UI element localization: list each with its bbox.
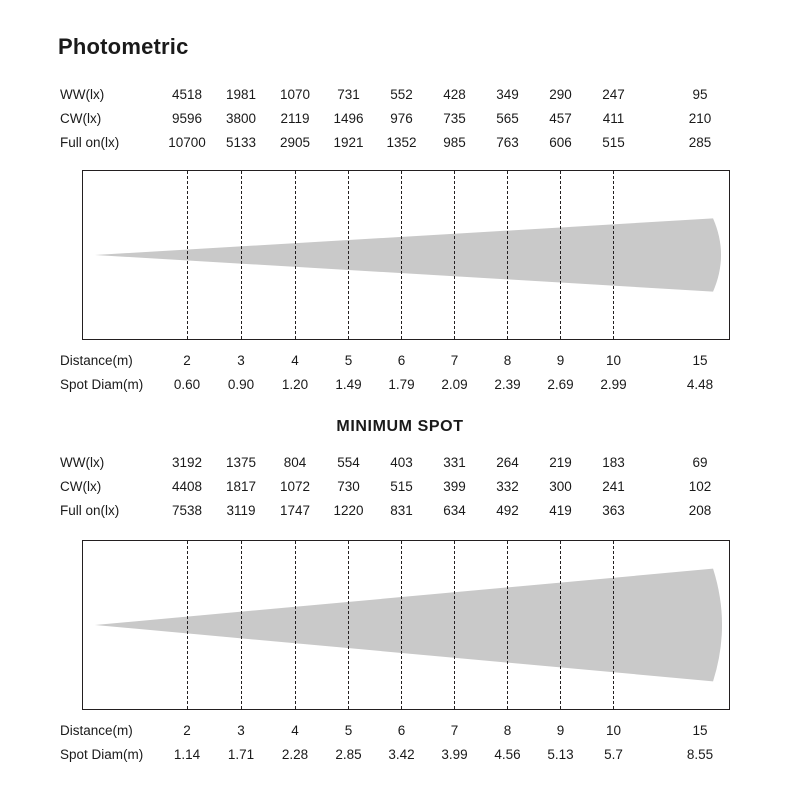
row-label-full-on: Full on(lx) — [60, 134, 120, 150]
cell-value: 2119 — [280, 110, 310, 126]
row-label-distance: Distance(m) — [60, 352, 133, 368]
cell-value: 554 — [337, 454, 360, 470]
beam-diagram-bottom — [82, 540, 730, 710]
cell-value: 10 — [605, 352, 622, 368]
cell-value: 565 — [496, 110, 519, 126]
cell-value: 4 — [291, 352, 299, 368]
cell-value: 300 — [549, 478, 572, 494]
photometric-illuminance-table-top — [58, 82, 760, 154]
gridline-8m — [507, 171, 508, 339]
cell-value: 69 — [692, 454, 708, 470]
cell-value: 7538 — [171, 502, 203, 518]
cell-value: 363 — [602, 502, 625, 518]
cell-value: 4408 — [171, 478, 203, 494]
cell-value: 1.20 — [281, 376, 309, 392]
cell-value: 804 — [283, 454, 307, 470]
cell-value: 2905 — [279, 134, 311, 150]
gridline-8m — [507, 541, 508, 709]
cell-value: 3119 — [226, 502, 256, 518]
cell-value: 6 — [397, 722, 406, 738]
cell-value: 1.79 — [388, 376, 415, 392]
cell-value: 290 — [549, 86, 572, 102]
cell-value: 634 — [443, 502, 466, 518]
beam-diagram-top — [82, 170, 730, 340]
table-row — [58, 450, 760, 474]
cell-value: 515 — [602, 134, 625, 150]
cell-value: 241 — [602, 478, 625, 494]
cell-value: 8 — [503, 352, 512, 368]
cell-value: 1072 — [279, 478, 311, 494]
cell-value: 9596 — [171, 110, 203, 126]
cell-value: 428 — [443, 86, 466, 102]
cell-value: 9 — [556, 722, 565, 738]
cell-value: 15 — [692, 352, 708, 368]
cell-value: 2.69 — [547, 376, 574, 392]
gridline-5m — [348, 541, 349, 709]
cell-value: 7 — [450, 722, 459, 738]
row-label-ww: WW(lx) — [60, 86, 105, 102]
cell-value: 5 — [344, 722, 353, 738]
cell-value: 5.7 — [604, 746, 623, 762]
cell-value: 419 — [549, 502, 572, 518]
gridline-9m — [560, 171, 561, 339]
gridline-2m — [187, 171, 188, 339]
cell-value: 2.28 — [281, 746, 309, 762]
table-row — [58, 372, 760, 396]
cell-value: 6 — [397, 352, 406, 368]
cell-value: 4 — [291, 722, 299, 738]
cell-value: 2.09 — [441, 376, 468, 392]
section-title-minimum-spot: MINIMUM SPOT — [336, 418, 464, 435]
photometric-distance-table-top — [58, 348, 760, 396]
cell-value: 3800 — [225, 110, 257, 126]
cell-value: 10700 — [168, 134, 206, 150]
cell-value: 1220 — [333, 502, 364, 518]
cell-value: 399 — [443, 478, 466, 494]
cell-value: 1.14 — [173, 746, 201, 762]
cell-value: 1352 — [386, 134, 417, 150]
cell-value: 95 — [692, 86, 708, 102]
gridline-4m — [295, 541, 296, 709]
row-label-full-on: Full on(lx) — [60, 502, 120, 518]
cell-value: 2.39 — [494, 376, 521, 392]
cell-value: 1921 — [333, 134, 364, 150]
cell-value: 1.71 — [227, 746, 255, 762]
cell-value: 2 — [183, 722, 191, 738]
table-row — [58, 348, 760, 372]
cell-value: 8 — [503, 722, 512, 738]
gridline-3m — [241, 171, 242, 339]
gridline-7m — [454, 541, 455, 709]
cell-value: 735 — [443, 110, 466, 126]
cell-value: 4.56 — [494, 746, 521, 762]
row-label-ww: WW(lx) — [60, 454, 105, 470]
cell-value: 5133 — [225, 134, 257, 150]
cell-value: 831 — [390, 502, 413, 518]
cell-value: 2 — [183, 352, 191, 368]
cell-value: 731 — [337, 86, 360, 102]
cell-value: 515 — [390, 478, 413, 494]
cell-value: 606 — [549, 134, 572, 150]
cell-value: 763 — [496, 134, 519, 150]
cell-value: 3.42 — [388, 746, 415, 762]
cell-value: 0.60 — [173, 376, 201, 392]
beam-shape-top — [83, 171, 729, 339]
cell-value: 5 — [344, 352, 353, 368]
photometric-distance-table-bottom — [58, 718, 760, 766]
gridline-2m — [187, 541, 188, 709]
row-label-cw: CW(lx) — [60, 478, 102, 494]
cell-value: 3 — [237, 352, 245, 368]
cell-value: 1817 — [225, 478, 257, 494]
table-row — [58, 498, 760, 522]
cell-value: 183 — [602, 454, 625, 470]
table-row — [58, 82, 760, 106]
cell-value: 264 — [496, 454, 519, 470]
table-row — [58, 474, 760, 498]
cell-value: 1981 — [225, 86, 257, 102]
cell-value: 3 — [237, 722, 245, 738]
cell-value: 208 — [688, 502, 712, 518]
cell-value: 247 — [602, 86, 625, 102]
cell-value: 1.49 — [335, 376, 362, 392]
gridline-10m — [613, 541, 614, 709]
beam-shape-bottom — [83, 541, 729, 709]
cell-value: 331 — [443, 454, 466, 470]
cell-value: 102 — [688, 478, 712, 494]
row-label-distance: Distance(m) — [60, 722, 133, 738]
cell-value: 1496 — [333, 110, 364, 126]
cell-value: 4.48 — [686, 376, 714, 392]
cell-value: 7 — [450, 352, 459, 368]
cell-value: 1070 — [279, 86, 311, 102]
cell-value: 552 — [390, 86, 413, 102]
cell-value: 403 — [390, 454, 413, 470]
gridline-5m — [348, 171, 349, 339]
table-row — [58, 106, 760, 130]
row-label-cw: CW(lx) — [60, 110, 102, 126]
cell-value: 10 — [605, 722, 622, 738]
gridline-9m — [560, 541, 561, 709]
cell-value: 2.99 — [600, 376, 627, 392]
row-label-spot-diam: Spot Diam(m) — [60, 746, 144, 762]
gridline-10m — [613, 171, 614, 339]
gridline-4m — [295, 171, 296, 339]
cell-value: 2.85 — [335, 746, 362, 762]
cell-value: 9 — [556, 352, 565, 368]
table-row — [58, 742, 760, 766]
cell-value: 332 — [496, 478, 519, 494]
gridline-6m — [401, 541, 402, 709]
cell-value: 1375 — [225, 454, 257, 470]
cell-value: 0.90 — [227, 376, 255, 392]
row-label-spot-diam: Spot Diam(m) — [60, 376, 144, 392]
gridline-6m — [401, 171, 402, 339]
gridline-7m — [454, 171, 455, 339]
cell-value: 411 — [602, 110, 625, 126]
cell-value: 1747 — [279, 502, 311, 518]
cell-value: 730 — [337, 478, 360, 494]
cell-value: 3192 — [171, 454, 203, 470]
table-row — [58, 130, 760, 154]
cell-value: 492 — [496, 502, 519, 518]
cell-value: 976 — [390, 110, 413, 126]
cell-value: 349 — [496, 86, 519, 102]
cell-value: 8.55 — [686, 746, 714, 762]
cell-value: 210 — [688, 110, 712, 126]
cell-value: 4518 — [171, 86, 203, 102]
photometric-illuminance-table-bottom — [58, 450, 760, 522]
cell-value: 219 — [549, 454, 572, 470]
cell-value: 3.99 — [441, 746, 468, 762]
cell-value: 285 — [688, 134, 712, 150]
cell-value: 5.13 — [547, 746, 574, 762]
cell-value: 15 — [692, 722, 708, 738]
cell-value: 985 — [443, 134, 466, 150]
cell-value: 457 — [549, 110, 572, 126]
page-title: Photometric — [58, 34, 189, 59]
table-row — [58, 718, 760, 742]
gridline-3m — [241, 541, 242, 709]
